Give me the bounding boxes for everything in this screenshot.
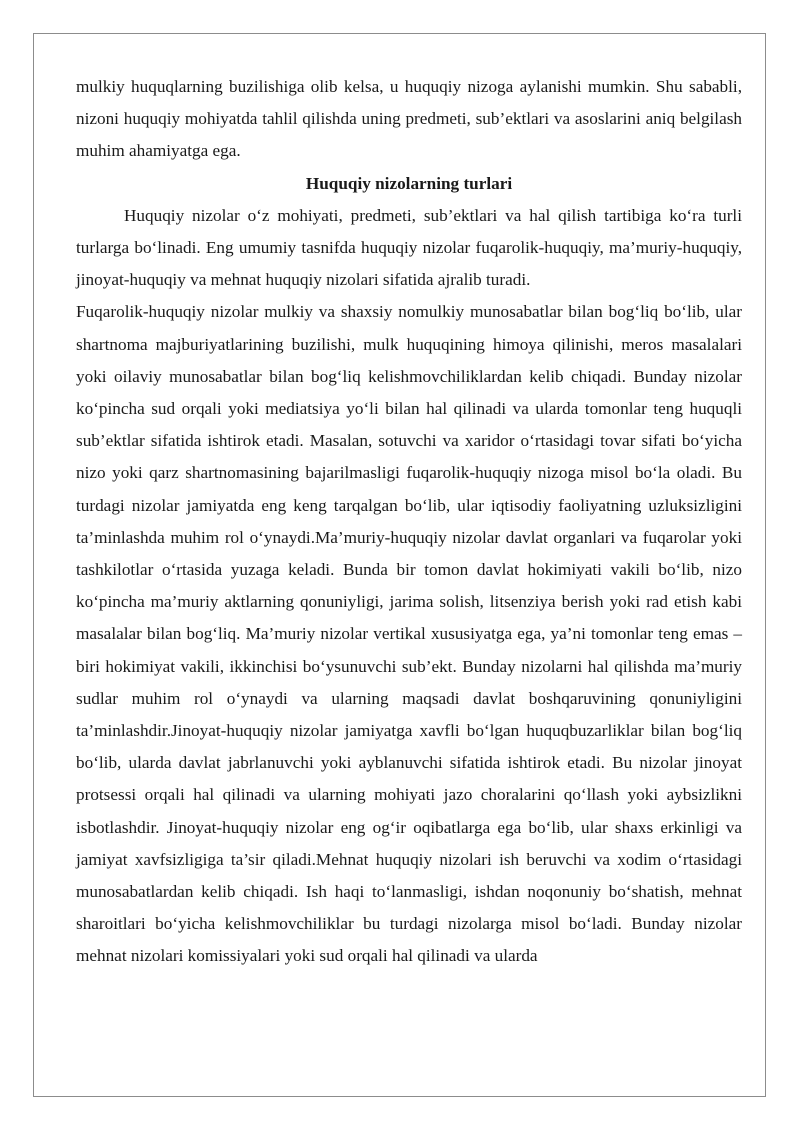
intro-paragraph: mulkiy huquqlarning buzilishiga olib kelsa, u huquqiy nizoga aylanishi mumkin. Shu sababli, nizoni huquqiy mohiyatda tahlil qilishda uning predmeti, sub’ektlari va asoslarini aniq belgilash muhim ahamiyatga ega. [76,77,742,161]
paragraph-dispute-types: Fuqarolik-huquqiy nizolar mulkiy va shaxsiy nomulkiy munosabatlar bilan bog‘liq bo‘lib, ular shartnoma majburiyatlarining buzilishi, mulk huquqining himoya qilinishi, meros masalalari yoki oilaviy munosabatlar bilan bog‘liq kelishmovchiliklardan kelib chiqadi. Bunday nizolar ko‘pincha sud orqali yoki mediatsiya yo‘li bilan hal qilinadi va ularda tomonlar teng huquqli sub’ektlar sifatida ishtirok etadi. Masalan, sotuvchi va xaridor o‘rtasidagi tovar sifati bo‘yicha nizo yoki qarz shartnomasining bajarilmasligi fuqarolik-huquqiy nizoga misol bo‘la oladi. Bu turdagi nizolar jamiyatda eng keng tarqalgan bo‘lib, ular iqtisodiy faoliyatning uzluksizligini ta’minlashda muhim rol o‘ynaydi.Ma’muriy-huquqiy nizolar davlat organlari va fuqarolar yoki tashkilotlar o‘rtasida yuzaga keladi. Bunda bir tomon davlat hokimiyati vakili bo‘lib, nizo ko‘pincha ma’muriy aktlarning qonuniyligi, jarima solish, litsenziya berish yoki rad etish kabi masalalar bilan bog‘liq. Ma’muriy nizolar vertikal xususiyatga ega, ya’ni tomonlar teng emas – biri hokimiyat vakili, ikkinchisi bo‘ysunuvchi sub’ekt. Bunday nizolarni hal qilishda ma’muriy sudlar muhim rol o‘ynaydi va ularning maqsadi davlat boshqaruvining qonuniyligini ta’minlashdir.Jinoyat-huquqiy nizolar jamiyatga xavfli bo‘lgan huquqbuzarliklar bilan bog‘liq bo‘lib, ularda davlat jabrlanuvchi yoki ayblanuvchi sifatida ishtirok etadi. Bu nizolar jinoyat protsessi orqali hal qilinadi va ularning mohiyati jazo choralarini qo‘llash yoki aybsizlikni isbotlashdir. Jinoyat-huquqiy nizolar eng og‘ir oqibatlarga ega bo‘lib, ular shaxs erkinligi va jamiyat xavfsizligiga ta’sir qiladi.Mehnat huquqiy nizolari ish beruvchi va xodim o‘rtasidagi munosabatlardan kelib chiqadi. Ish haqi to‘lanmasligi, ishdan noqonuniy bo‘shatish, mehnat sharoitlari bo‘yicha kelishmovchiliklar bu turdagi nizolarga misol bo‘ladi. Bunday nizolar mehnat nizolari komissiyalari yoki sud orqali hal qilinadi va ularda [76,302,742,966]
document-body [76,71,742,973]
section-heading: Huquqiy nizolarning turlari [305,173,513,193]
paragraph-classification: Huquqiy nizolar o‘z mohiyati, predmeti, sub’ektlari va hal qilish tartibiga ko‘ra turli turlarga bo‘linadi. Eng umumiy tasnifda huquqiy nizolar fuqarolik-huquqiy, ma’muriy-huquqiy, jinoyat-huquqiy va mehnat huquqiy nizolari sifatida ajralib turadi. [76,205,742,290]
